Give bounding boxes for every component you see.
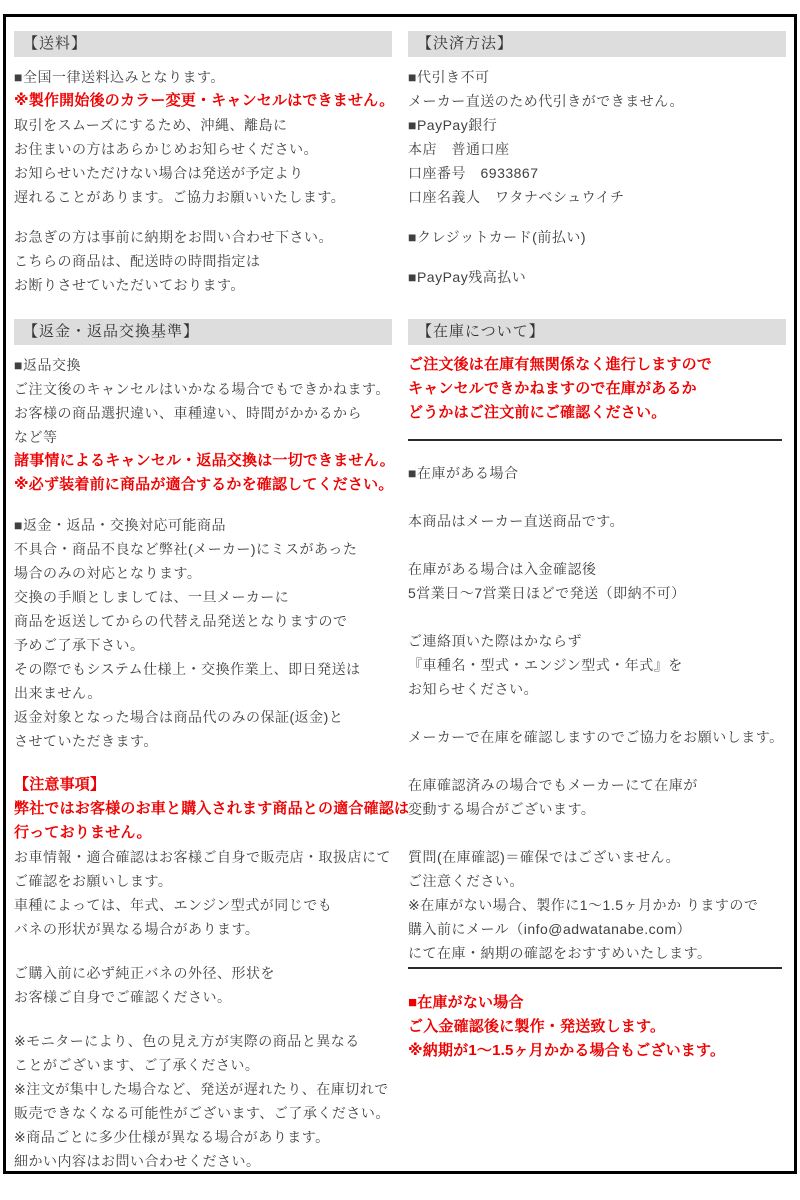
spacer [408, 289, 786, 297]
text-line: ※注文が集中した場合など、発送が遅れたり、在庫切れで [14, 1081, 389, 1097]
text-line: 在庫確認済みの場合でもメーカーにて在庫が [408, 777, 698, 793]
text-line: ■代引き不可 [408, 69, 490, 85]
text-line: にて在庫・納期の確認をおすすめいたします。 [408, 945, 712, 961]
text-line: 不具合・商品不良など弊社(メーカー)にミスがあった [14, 541, 358, 557]
text-line: ※在庫がない場合、製作に1～1.5ヶ月かか りますので [408, 897, 759, 913]
text-line: 商品を返送してからの代替え品発送となりますので [14, 613, 348, 629]
spacer [14, 1009, 392, 1029]
spacer [14, 753, 392, 773]
text-line: メーカーで在庫を確認しますのでご協力をお願いします。 [408, 729, 784, 745]
spacer [408, 533, 786, 557]
text-line: こちらの商品は、配送時の時間指定は [14, 253, 261, 269]
text-line: 本店 普通口座 [408, 141, 510, 157]
text-line: お客様ご自身でご確認ください。 [14, 989, 232, 1005]
text-line: お車情報・適合確認はお客様ご自身で販売店・取扱店にて [14, 849, 391, 865]
text-line: 変動する場合がございます。 [408, 801, 596, 817]
text-line: ■全国一律送料込みとなります。 [14, 69, 225, 85]
warning-text-line: ※必ず装着前に商品が適合するかを確認してください。 [14, 476, 394, 493]
text-line: など等 [14, 429, 58, 445]
text-line: 口座名義人 ワタナベシュウイチ [408, 189, 625, 205]
two-column-layout [6, 17, 794, 1173]
warning-text-line: 弊社ではお客様のお車と購入されます商品との適合確認は [14, 800, 410, 817]
text-line: 場合のみの対応となります。 [14, 565, 202, 581]
warning-text-line: ■在庫がない場合 [408, 994, 524, 1011]
warning-text-line: どうかはご注文前にご確認ください。 [408, 404, 667, 421]
text-line: ご注文後のキャンセルはいかなる場合でもできかねます。 [14, 381, 390, 397]
text-line: バネの形状が異なる場合があります。 [14, 921, 260, 937]
section-header: 【返金・返品交換基準】 [14, 319, 392, 345]
spacer [408, 701, 786, 725]
text-line: ご購入前に必ず純正バネの外径、形状を [14, 965, 275, 981]
text-line: お住まいの方はあらかじめお知らせください。 [14, 141, 319, 157]
text-line: ■PayPay銀行 [408, 117, 498, 133]
warning-text-line: ご入金確認後に製作・発送致します。 [408, 1018, 666, 1035]
text-line: 交換の手順としましては、一旦メーカーに [14, 589, 290, 605]
policy-notice-box [3, 14, 797, 1174]
text-line: メーカー直送のため代引きができません。 [408, 93, 685, 109]
spacer [408, 249, 786, 265]
text-line: 細かい内容はお問い合わせください。 [14, 1153, 261, 1169]
text-line: ご確認をお願いします。 [14, 873, 173, 889]
warning-text-line: キャンセルできかねますので在庫があるか [408, 380, 697, 397]
text-line: ■返品交換 [14, 357, 81, 373]
text-line: 購入前にメール（info@adwatanabe.com） [408, 921, 692, 937]
text-line: 出来ません。 [14, 685, 102, 701]
text-line: ご注意ください。 [408, 873, 524, 889]
spacer [408, 605, 786, 629]
warning-text-line: 行っておりません。 [14, 824, 152, 841]
spacer [14, 497, 392, 513]
text-line: 『車種名・型式・エンジン型式・年式』を [408, 657, 683, 673]
warning-text-line: ※納期が1～1.5ヶ月かかる場合もございます。 [408, 1042, 726, 1059]
text-line: ことがございます、ご了承ください。 [14, 1057, 260, 1073]
text-line: ※商品ごとに多少仕様が異なる場合があります。 [14, 1129, 330, 1145]
text-line: お断りさせていただいております。 [14, 277, 245, 293]
section-header: 【在庫について】 [408, 319, 786, 345]
text-line: その際でもシステム仕様上・交換作業上、即日発送は [14, 661, 361, 677]
spacer [408, 485, 786, 509]
text-line: お客様の商品選択違い、車種違い、時間がかかるから [14, 405, 362, 421]
spacer [408, 821, 786, 845]
spacer [408, 209, 786, 225]
text-line: お知らせいただけない場合は発送が予定より [14, 165, 304, 181]
text-line: ■返金・返品・交換対応可能商品 [14, 517, 226, 533]
spacer [14, 209, 392, 225]
text-line: 車種によっては、年式、エンジン型式が同じでも [14, 897, 333, 913]
column-right [408, 31, 786, 1173]
section-header: 【決済方法】 [408, 31, 786, 57]
divider-line [408, 439, 782, 441]
text-line: ■在庫がある場合 [408, 465, 519, 481]
spacer [408, 749, 786, 773]
text-line: 質問(在庫確認)＝確保ではございません。 [408, 849, 681, 865]
warning-text-line: ※製作開始後のカラー変更・キャンセルはできません。 [14, 92, 395, 109]
column-left [14, 31, 410, 1173]
divider-line [408, 967, 782, 969]
text-line: 販売できなくなる可能性がございます、ご了承ください。 [14, 1105, 390, 1121]
text-line: 在庫がある場合は入金確認後 [408, 561, 597, 577]
warning-text-line: 【注意事項】 [14, 776, 106, 793]
text-line: お知らせください。 [408, 681, 539, 697]
text-line: ご連絡頂いた際はかならず [408, 633, 582, 649]
text-line: ■PayPay残高払い [408, 269, 527, 285]
text-line: させていただきます。 [14, 733, 158, 749]
text-line: お急ぎの方は事前に納期をお問い合わせ下さい。 [14, 229, 333, 245]
warning-text-line: ご注文後は在庫有無関係なく進行しますので [408, 356, 713, 373]
text-line: 遅れることがあります。ご協力お願いいたします。 [14, 189, 346, 205]
text-line: 口座番号 6933867 [408, 165, 539, 181]
warning-text-line: 諸事情によるキャンセル・返品交換は一切できません。 [14, 452, 395, 469]
text-line: ※モニターにより、色の見え方が実際の商品と異なる [14, 1033, 360, 1049]
text-line: 5営業日～7営業日ほどで発送（即納不可） [408, 585, 686, 601]
text-line: 予めご了承下さい。 [14, 637, 145, 653]
text-line: ■クレジットカード(前払い) [408, 229, 587, 245]
text-line: 返金対象となった場合は商品代のみの保証(返金)と [14, 709, 344, 725]
text-line: 取引をスムーズにするため、沖縄、離島に [14, 117, 288, 133]
section-header: 【送料】 [14, 31, 392, 57]
spacer [14, 941, 392, 961]
text-line: 本商品はメーカー直送商品です。 [408, 513, 625, 529]
